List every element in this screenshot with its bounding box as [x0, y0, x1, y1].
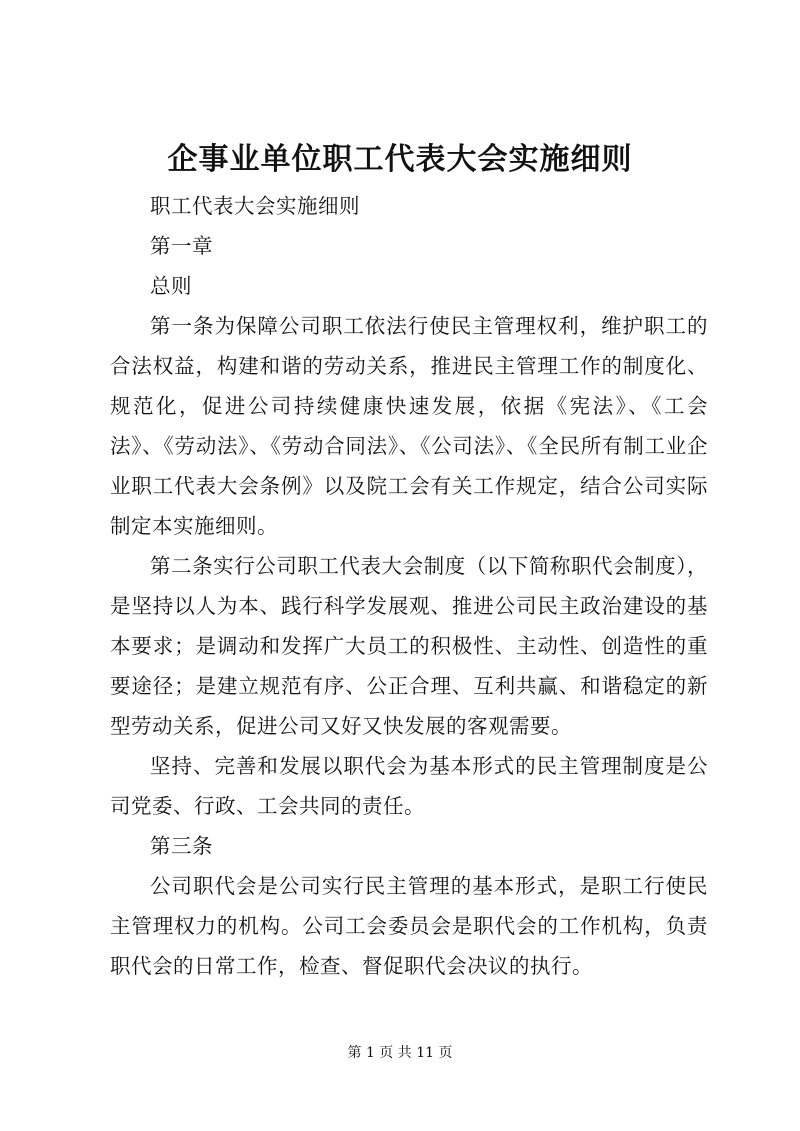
article-3-heading: 第三条 [150, 834, 213, 858]
article-1-paragraph: 第一条为保障公司职工依法行使民主管理权利，维护职工的合法权益，构建和谐的劳动关系，推进民主管理工作的制度化、规范化，促进公司持续健康快速发展，依据《宪法》、《工会法》、《劳动法》、《劳动合同法》、《公司法》、《全民所有制工业企业职工代表大会条例》以及院工会有关工作规定，结合公司实际制定本实施细则。 [110, 314, 708, 538]
section-heading: 总则 [150, 274, 192, 298]
subtitle-paragraph: 职工代表大会实施细则 [150, 194, 360, 218]
responsibility-paragraph: 坚持、完善和发展以职代会为基本形式的民主管理制度是公司党委、行政、工会共同的责任。 [110, 754, 708, 818]
article-2-paragraph: 第二条实行公司职工代表大会制度（以下简称职代会制度），是坚持以人为本、践行科学发展观、推进公司民主政治建设的基本要求；是调动和发挥广大员工的积极性、主动性、创造性的重要途径；是建立规范有序、公正合理、互利共赢、和谐稳定的新型劳动关系，促进公司又好又快发展的客观需要。 [110, 554, 708, 738]
page-number-footer: 第 1 页 共 11 页 [347, 1045, 453, 1061]
document-title: 企事业单位职工代表大会实施细则 [167, 142, 633, 177]
chapter-heading: 第一章 [150, 234, 213, 258]
article-3-paragraph: 公司职代会是公司实行民主管理的基本形式，是职工行使民主管理权力的机构。公司工会委员会是职代会的工作机构，负责职代会的日常工作，检查、督促职代会决议的执行。 [110, 874, 708, 978]
document-body [110, 186, 708, 986]
